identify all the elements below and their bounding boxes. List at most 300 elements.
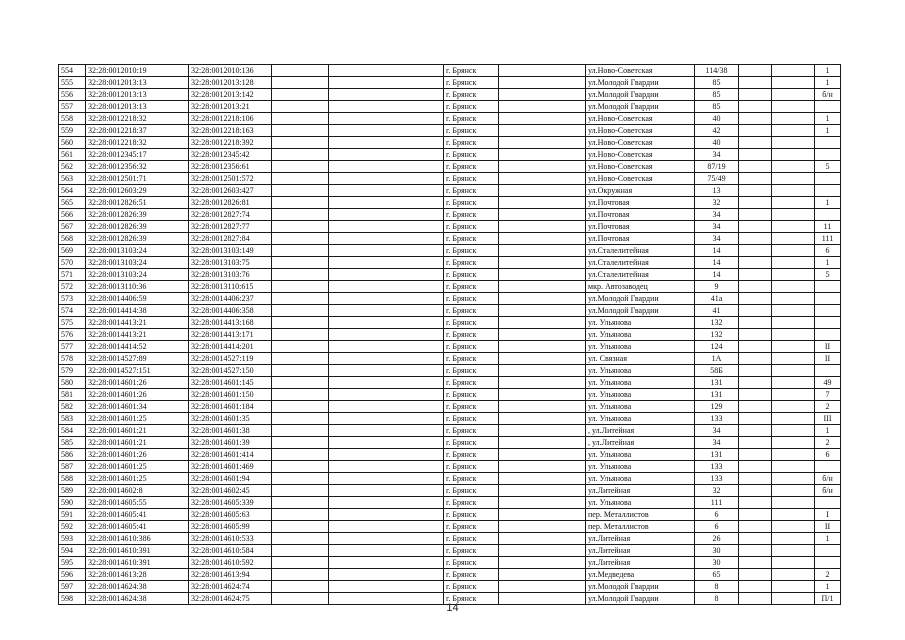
empty-cell: [739, 581, 772, 593]
city-cell: г. Брянск: [444, 233, 499, 245]
empty-cell: [499, 305, 586, 317]
row-number-cell: 565: [59, 197, 86, 209]
premises-number-cell: 1: [815, 533, 841, 545]
house-number-cell: 6: [695, 521, 739, 533]
empty-cell: [272, 293, 329, 305]
empty-cell: [739, 413, 772, 425]
premises-number-cell: б/н: [815, 473, 841, 485]
empty-cell: [272, 209, 329, 221]
street-cell: ул.Почтовая: [586, 197, 695, 209]
city-cell: г. Брянск: [444, 497, 499, 509]
empty-cell: [499, 209, 586, 221]
empty-cell: [739, 509, 772, 521]
house-number-cell: 111: [695, 497, 739, 509]
land-cadastral-number-cell: 32:28:0014610:391: [86, 545, 189, 557]
empty-cell: [739, 437, 772, 449]
street-cell: пер. Металлистов: [586, 509, 695, 521]
city-cell: г. Брянск: [444, 581, 499, 593]
city-cell: г. Брянск: [444, 161, 499, 173]
empty-cell: [739, 245, 772, 257]
empty-cell: [499, 569, 586, 581]
empty-cell: [329, 473, 444, 485]
street-cell: ул.Молодой Гвардии: [586, 293, 695, 305]
land-cadastral-number-cell: 32:28:0012826:51: [86, 197, 189, 209]
empty-cell: [772, 497, 815, 509]
premises-number-cell: 1: [815, 425, 841, 437]
building-cadastral-number-cell: 32:28:0012218:106: [189, 113, 272, 125]
house-number-cell: 131: [695, 449, 739, 461]
row-number-cell: 594: [59, 545, 86, 557]
empty-cell: [329, 569, 444, 581]
empty-cell: [329, 77, 444, 89]
table-row: [59, 509, 841, 521]
land-cadastral-number-cell: 32:28:0014605:55: [86, 497, 189, 509]
house-number-cell: 58Б: [695, 365, 739, 377]
empty-cell: [329, 509, 444, 521]
empty-cell: [329, 401, 444, 413]
empty-cell: [499, 221, 586, 233]
empty-cell: [739, 449, 772, 461]
table-row: [59, 329, 841, 341]
empty-cell: [272, 497, 329, 509]
land-cadastral-number-cell: 32:28:0014601:26: [86, 449, 189, 461]
empty-cell: [272, 329, 329, 341]
empty-cell: [739, 473, 772, 485]
table-body: [59, 65, 841, 605]
row-number-cell: 559: [59, 125, 86, 137]
street-cell: ул.Литейная: [586, 485, 695, 497]
city-cell: г. Брянск: [444, 269, 499, 281]
house-number-cell: 85: [695, 77, 739, 89]
building-cadastral-number-cell: 32:28:0014624:75: [189, 593, 272, 605]
house-number-cell: 131: [695, 389, 739, 401]
empty-cell: [772, 281, 815, 293]
empty-cell: [739, 293, 772, 305]
row-number-cell: 574: [59, 305, 86, 317]
land-cadastral-number-cell: 32:28:0014527:89: [86, 353, 189, 365]
city-cell: г. Брянск: [444, 461, 499, 473]
house-number-cell: 124: [695, 341, 739, 353]
house-number-cell: 133: [695, 473, 739, 485]
empty-cell: [739, 113, 772, 125]
empty-cell: [739, 221, 772, 233]
empty-cell: [739, 497, 772, 509]
building-cadastral-number-cell: 32:28:0012013:128: [189, 77, 272, 89]
empty-cell: [772, 425, 815, 437]
row-number-cell: 583: [59, 413, 86, 425]
empty-cell: [499, 197, 586, 209]
building-cadastral-number-cell: 32:28:0014624:74: [189, 581, 272, 593]
empty-cell: [739, 89, 772, 101]
table-row: [59, 293, 841, 305]
premises-number-cell: 1: [815, 77, 841, 89]
premises-number-cell: 5: [815, 269, 841, 281]
empty-cell: [772, 293, 815, 305]
row-number-cell: 564: [59, 185, 86, 197]
empty-cell: [772, 257, 815, 269]
land-cadastral-number-cell: 32:28:0014610:391: [86, 557, 189, 569]
empty-cell: [329, 365, 444, 377]
empty-cell: [329, 353, 444, 365]
building-cadastral-number-cell: 32:28:0014601:35: [189, 413, 272, 425]
empty-cell: [499, 533, 586, 545]
empty-cell: [272, 425, 329, 437]
row-number-cell: 555: [59, 77, 86, 89]
empty-cell: [499, 545, 586, 557]
street-cell: ул.Медведева: [586, 569, 695, 581]
table-row: [59, 317, 841, 329]
building-cadastral-number-cell: 32:28:0012218:163: [189, 125, 272, 137]
land-cadastral-number-cell: 32:28:0014624:38: [86, 581, 189, 593]
empty-cell: [329, 437, 444, 449]
table-row: [59, 77, 841, 89]
premises-number-cell: 2: [815, 401, 841, 413]
empty-cell: [329, 461, 444, 473]
land-cadastral-number-cell: 32:28:0014414:52: [86, 341, 189, 353]
table-row: [59, 437, 841, 449]
empty-cell: [272, 401, 329, 413]
empty-cell: [739, 341, 772, 353]
premises-number-cell: 111: [815, 233, 841, 245]
premises-number-cell: [815, 101, 841, 113]
city-cell: г. Брянск: [444, 257, 499, 269]
table-row: [59, 425, 841, 437]
empty-cell: [329, 305, 444, 317]
building-cadastral-number-cell: 32:28:0014605:99: [189, 521, 272, 533]
city-cell: г. Брянск: [444, 197, 499, 209]
empty-cell: [329, 341, 444, 353]
table-row: [59, 101, 841, 113]
street-cell: ул. Ульянова: [586, 389, 695, 401]
empty-cell: [739, 353, 772, 365]
land-cadastral-number-cell: 32:28:0012826:39: [86, 233, 189, 245]
street-cell: ул.Молодой Гвардии: [586, 101, 695, 113]
house-number-cell: 14: [695, 245, 739, 257]
building-cadastral-number-cell: 32:28:0014602:45: [189, 485, 272, 497]
table-row: [59, 269, 841, 281]
empty-cell: [329, 185, 444, 197]
row-number-cell: 567: [59, 221, 86, 233]
premises-number-cell: 1: [815, 125, 841, 137]
empty-cell: [739, 533, 772, 545]
empty-cell: [329, 89, 444, 101]
empty-cell: [772, 245, 815, 257]
empty-cell: [272, 485, 329, 497]
building-cadastral-number-cell: 32:28:0012010:136: [189, 65, 272, 77]
empty-cell: [772, 377, 815, 389]
empty-cell: [272, 389, 329, 401]
land-cadastral-number-cell: 32:28:0012826:39: [86, 209, 189, 221]
empty-cell: [499, 425, 586, 437]
house-number-cell: 42: [695, 125, 739, 137]
building-cadastral-number-cell: 32:28:0014610:533: [189, 533, 272, 545]
empty-cell: [272, 317, 329, 329]
street-cell: ул.Сталелитейная: [586, 257, 695, 269]
empty-cell: [329, 545, 444, 557]
empty-cell: [739, 173, 772, 185]
empty-cell: [772, 557, 815, 569]
table-row: [59, 521, 841, 533]
empty-cell: [739, 365, 772, 377]
house-number-cell: 129: [695, 401, 739, 413]
city-cell: г. Брянск: [444, 389, 499, 401]
building-cadastral-number-cell: 32:28:0012013:21: [189, 101, 272, 113]
table-row: [59, 389, 841, 401]
street-cell: ул.Ново-Советская: [586, 149, 695, 161]
house-number-cell: 133: [695, 461, 739, 473]
empty-cell: [329, 521, 444, 533]
land-cadastral-number-cell: 32:28:0014601:26: [86, 389, 189, 401]
empty-cell: [739, 281, 772, 293]
premises-number-cell: [815, 545, 841, 557]
street-cell: ул.Молодой Гвардии: [586, 581, 695, 593]
empty-cell: [499, 485, 586, 497]
street-cell: ул.Ново-Советская: [586, 125, 695, 137]
land-cadastral-number-cell: 32:28:0013103:24: [86, 257, 189, 269]
premises-number-cell: [815, 209, 841, 221]
empty-cell: [272, 461, 329, 473]
empty-cell: [329, 293, 444, 305]
table-row: [59, 533, 841, 545]
street-cell: ул.Почтовая: [586, 233, 695, 245]
city-cell: г. Брянск: [444, 65, 499, 77]
empty-cell: [272, 473, 329, 485]
empty-cell: [272, 449, 329, 461]
street-cell: ул.Ново-Советская: [586, 137, 695, 149]
empty-cell: [329, 377, 444, 389]
building-cadastral-number-cell: 32:28:0012501:572: [189, 173, 272, 185]
land-cadastral-number-cell: 32:28:0014602:8: [86, 485, 189, 497]
empty-cell: [272, 269, 329, 281]
row-number-cell: 578: [59, 353, 86, 365]
building-cadastral-number-cell: 32:28:0014605:339: [189, 497, 272, 509]
premises-number-cell: 11: [815, 221, 841, 233]
building-cadastral-number-cell: 32:28:0014613:94: [189, 569, 272, 581]
street-cell: ул. Ульянова: [586, 461, 695, 473]
premises-number-cell: [815, 305, 841, 317]
empty-cell: [499, 113, 586, 125]
empty-cell: [272, 557, 329, 569]
empty-cell: [329, 329, 444, 341]
row-number-cell: 592: [59, 521, 86, 533]
empty-cell: [772, 221, 815, 233]
house-number-cell: 32: [695, 485, 739, 497]
street-cell: ул. Связная: [586, 353, 695, 365]
table-row: [59, 449, 841, 461]
house-number-cell: 34: [695, 149, 739, 161]
row-number-cell: 570: [59, 257, 86, 269]
land-cadastral-number-cell: 32:28:0014613:28: [86, 569, 189, 581]
empty-cell: [499, 437, 586, 449]
empty-cell: [772, 209, 815, 221]
empty-cell: [499, 317, 586, 329]
table-row: [59, 221, 841, 233]
land-cadastral-number-cell: 32:28:0012356:32: [86, 161, 189, 173]
row-number-cell: 569: [59, 245, 86, 257]
empty-cell: [772, 521, 815, 533]
empty-cell: [772, 473, 815, 485]
premises-number-cell: [815, 365, 841, 377]
building-cadastral-number-cell: 32:28:0014601:39: [189, 437, 272, 449]
building-cadastral-number-cell: 32:28:0012218:392: [189, 137, 272, 149]
empty-cell: [739, 389, 772, 401]
row-number-cell: 557: [59, 101, 86, 113]
building-cadastral-number-cell: 32:28:0014610:584: [189, 545, 272, 557]
premises-number-cell: [815, 173, 841, 185]
empty-cell: [739, 401, 772, 413]
street-cell: ул.Сталелитейная: [586, 245, 695, 257]
house-number-cell: 87/19: [695, 161, 739, 173]
premises-number-cell: 6: [815, 245, 841, 257]
table-row: [59, 125, 841, 137]
premises-number-cell: I: [815, 509, 841, 521]
table-row: [59, 233, 841, 245]
city-cell: г. Брянск: [444, 101, 499, 113]
house-number-cell: 40: [695, 137, 739, 149]
premises-number-cell: 2: [815, 569, 841, 581]
premises-number-cell: [815, 329, 841, 341]
house-number-cell: 8: [695, 581, 739, 593]
building-cadastral-number-cell: 32:28:0012603:427: [189, 185, 272, 197]
row-number-cell: 593: [59, 533, 86, 545]
land-cadastral-number-cell: 32:28:0012218:32: [86, 113, 189, 125]
empty-cell: [739, 425, 772, 437]
city-cell: г. Брянск: [444, 437, 499, 449]
street-cell: ул.Литейная: [586, 533, 695, 545]
street-cell: ул. Ульянова: [586, 401, 695, 413]
premises-number-cell: 1: [815, 257, 841, 269]
row-number-cell: 573: [59, 293, 86, 305]
empty-cell: [772, 197, 815, 209]
table-row: [59, 173, 841, 185]
row-number-cell: 560: [59, 137, 86, 149]
empty-cell: [499, 185, 586, 197]
land-cadastral-number-cell: 32:28:0014601:21: [86, 437, 189, 449]
empty-cell: [329, 125, 444, 137]
city-cell: г. Брянск: [444, 365, 499, 377]
row-number-cell: 561: [59, 149, 86, 161]
empty-cell: [772, 413, 815, 425]
row-number-cell: 586: [59, 449, 86, 461]
empty-cell: [739, 197, 772, 209]
house-number-cell: 65: [695, 569, 739, 581]
empty-cell: [329, 317, 444, 329]
house-number-cell: 85: [695, 89, 739, 101]
row-number-cell: 585: [59, 437, 86, 449]
empty-cell: [739, 185, 772, 197]
empty-cell: [329, 209, 444, 221]
empty-cell: [772, 101, 815, 113]
empty-cell: [772, 461, 815, 473]
land-cadastral-number-cell: 32:28:0014605:41: [86, 521, 189, 533]
city-cell: г. Брянск: [444, 569, 499, 581]
empty-cell: [272, 533, 329, 545]
land-cadastral-number-cell: 32:28:0012013:13: [86, 89, 189, 101]
row-number-cell: 558: [59, 113, 86, 125]
land-cadastral-number-cell: 32:28:0012603:29: [86, 185, 189, 197]
empty-cell: [499, 377, 586, 389]
street-cell: ул.Ново-Советская: [586, 113, 695, 125]
row-number-cell: 566: [59, 209, 86, 221]
empty-cell: [739, 257, 772, 269]
house-number-cell: 85: [695, 101, 739, 113]
row-number-cell: 581: [59, 389, 86, 401]
empty-cell: [499, 401, 586, 413]
house-number-cell: 14: [695, 269, 739, 281]
premises-number-cell: [815, 185, 841, 197]
street-cell: , ул.Литейная: [586, 425, 695, 437]
building-cadastral-number-cell: 32:28:0013103:75: [189, 257, 272, 269]
street-cell: ул.Окружная: [586, 185, 695, 197]
empty-cell: [739, 149, 772, 161]
empty-cell: [329, 197, 444, 209]
empty-cell: [739, 569, 772, 581]
table-row: [59, 401, 841, 413]
empty-cell: [329, 389, 444, 401]
empty-cell: [772, 269, 815, 281]
row-number-cell: 588: [59, 473, 86, 485]
empty-cell: [739, 521, 772, 533]
empty-cell: [739, 65, 772, 77]
row-number-cell: 572: [59, 281, 86, 293]
empty-cell: [772, 305, 815, 317]
city-cell: г. Брянск: [444, 281, 499, 293]
empty-cell: [329, 257, 444, 269]
empty-cell: [329, 557, 444, 569]
table-row: [59, 497, 841, 509]
empty-cell: [272, 113, 329, 125]
street-cell: ул.Сталелитейная: [586, 269, 695, 281]
city-cell: г. Брянск: [444, 185, 499, 197]
house-number-cell: 30: [695, 557, 739, 569]
house-number-cell: 133: [695, 413, 739, 425]
empty-cell: [772, 329, 815, 341]
empty-cell: [772, 437, 815, 449]
house-number-cell: 75/49: [695, 173, 739, 185]
city-cell: г. Брянск: [444, 221, 499, 233]
land-cadastral-number-cell: 32:28:0012013:13: [86, 101, 189, 113]
land-cadastral-number-cell: 32:28:0014605:41: [86, 509, 189, 521]
empty-cell: [772, 173, 815, 185]
premises-number-cell: б/н: [815, 89, 841, 101]
building-cadastral-number-cell: 32:28:0012345:42: [189, 149, 272, 161]
empty-cell: [772, 233, 815, 245]
land-cadastral-number-cell: 32:28:0014610:386: [86, 533, 189, 545]
street-cell: ул. Ульянова: [586, 413, 695, 425]
house-number-cell: 131: [695, 377, 739, 389]
empty-cell: [272, 353, 329, 365]
empty-cell: [272, 437, 329, 449]
empty-cell: [272, 101, 329, 113]
row-number-cell: 597: [59, 581, 86, 593]
empty-cell: [772, 137, 815, 149]
empty-cell: [739, 557, 772, 569]
land-cadastral-number-cell: 32:28:0014601:21: [86, 425, 189, 437]
empty-cell: [739, 233, 772, 245]
row-number-cell: 554: [59, 65, 86, 77]
empty-cell: [499, 473, 586, 485]
street-cell: мкр. Автозаводец: [586, 281, 695, 293]
building-cadastral-number-cell: 32:28:0013103:76: [189, 269, 272, 281]
empty-cell: [499, 89, 586, 101]
city-cell: г. Брянск: [444, 593, 499, 605]
empty-cell: [772, 77, 815, 89]
empty-cell: [499, 173, 586, 185]
building-cadastral-number-cell: 32:28:0014413:168: [189, 317, 272, 329]
empty-cell: [499, 149, 586, 161]
table-row: [59, 365, 841, 377]
empty-cell: [329, 245, 444, 257]
